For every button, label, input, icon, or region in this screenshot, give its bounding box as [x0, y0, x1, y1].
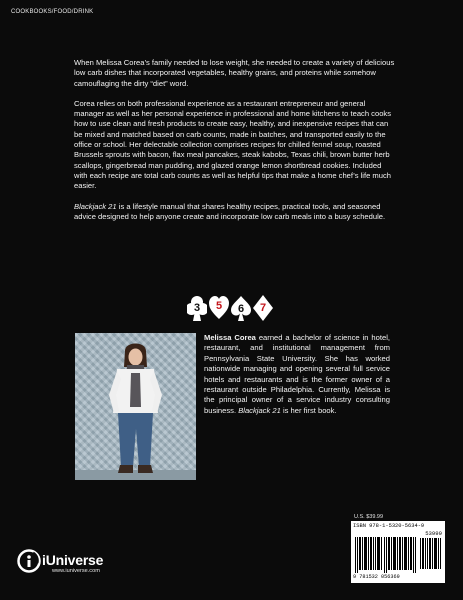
barcode-addon-bars [420, 538, 442, 569]
playing-cards-emblem [187, 295, 273, 323]
publisher-name: iUniverse [42, 552, 104, 568]
iuniverse-logo-icon [17, 549, 41, 573]
card-number-4: 7 [259, 302, 267, 314]
price-label: U.S. $39.99 [354, 514, 384, 520]
author-photo [75, 333, 196, 480]
author-bio-text-1: earned a bachelor of science in hotel, restaurant, and institutional management from Pennsylvania State University. She has worked nationwide managing and opening several full service hotels and restaurants and is the former owner of a restaurant outside Philadelphia. Currently, Melissa is the principal owner of a service industry consulting business. [204, 333, 390, 415]
isbn-number: ISBN 978-1-5320-5634-9 [353, 523, 425, 529]
card-spade [231, 295, 251, 321]
author-bio-text-2: is her first book. [280, 405, 337, 415]
card-heart [209, 295, 229, 321]
category-label: COOKBOOKS/FOOD/DRINK [11, 9, 94, 15]
book-title-italic: Blackjack 21 [74, 201, 117, 211]
author-name: Melissa Corea [204, 333, 256, 342]
barcode-addon-number: 53999 [425, 530, 442, 537]
author-bio-book-title: Blackjack 21 [238, 405, 281, 415]
card-diamond [253, 295, 273, 321]
card-number-3: 6 [237, 303, 245, 315]
isbn-barcode [351, 521, 445, 583]
author-bio [204, 333, 390, 416]
barcode-digits: 9 781532 056369 [353, 574, 400, 580]
book-description [74, 58, 396, 232]
card-number-1: 3 [193, 302, 201, 314]
description-paragraph-3 [74, 202, 396, 223]
description-paragraph-3-text: is a lifestyle manual that shares healthy recipes, practical tools, and seasoned advice designed to help anyone create and incorporate low carb meals into a busy schedule. [74, 201, 386, 221]
publisher-logo [17, 549, 157, 579]
barcode-bars [355, 537, 418, 573]
publisher-url: www.iuniverse.com [52, 568, 100, 574]
author-figure [75, 333, 196, 480]
card-club [187, 295, 207, 321]
description-paragraph-1: When Melissa Corea’s family needed to lose weight, she needed to create a variety of delicious low carb dishes that incorporated vegetables, healthy grains, and proteins while somehow camouflaging the dirty “diet” word. [74, 58, 395, 88]
description-paragraph-2: Corea relies on both professional experience as a restaurant entrepreneur and general manager as well as her personal experience in professional and home kitchens to teach cooks how to use clean and fresh products to create easy, healthy, and inexpensive recipes that can be mixed and matched based on carb counts, made in batches, and transported easily to the office or school. Her delectable collection comprises recipes for chilled fennel soup, roasted Brussels sprouts with bacon, flax meal pancakes, steak kabobs, Texas chili, brown butter herb scallops, gingerbread man pudding, and glazed orange lemon shortbread cookies. Included with each recipe are total carb counts as well as helpful tips that make a home chef’s life much easier. [74, 98, 392, 191]
card-number-2: 5 [215, 300, 223, 312]
